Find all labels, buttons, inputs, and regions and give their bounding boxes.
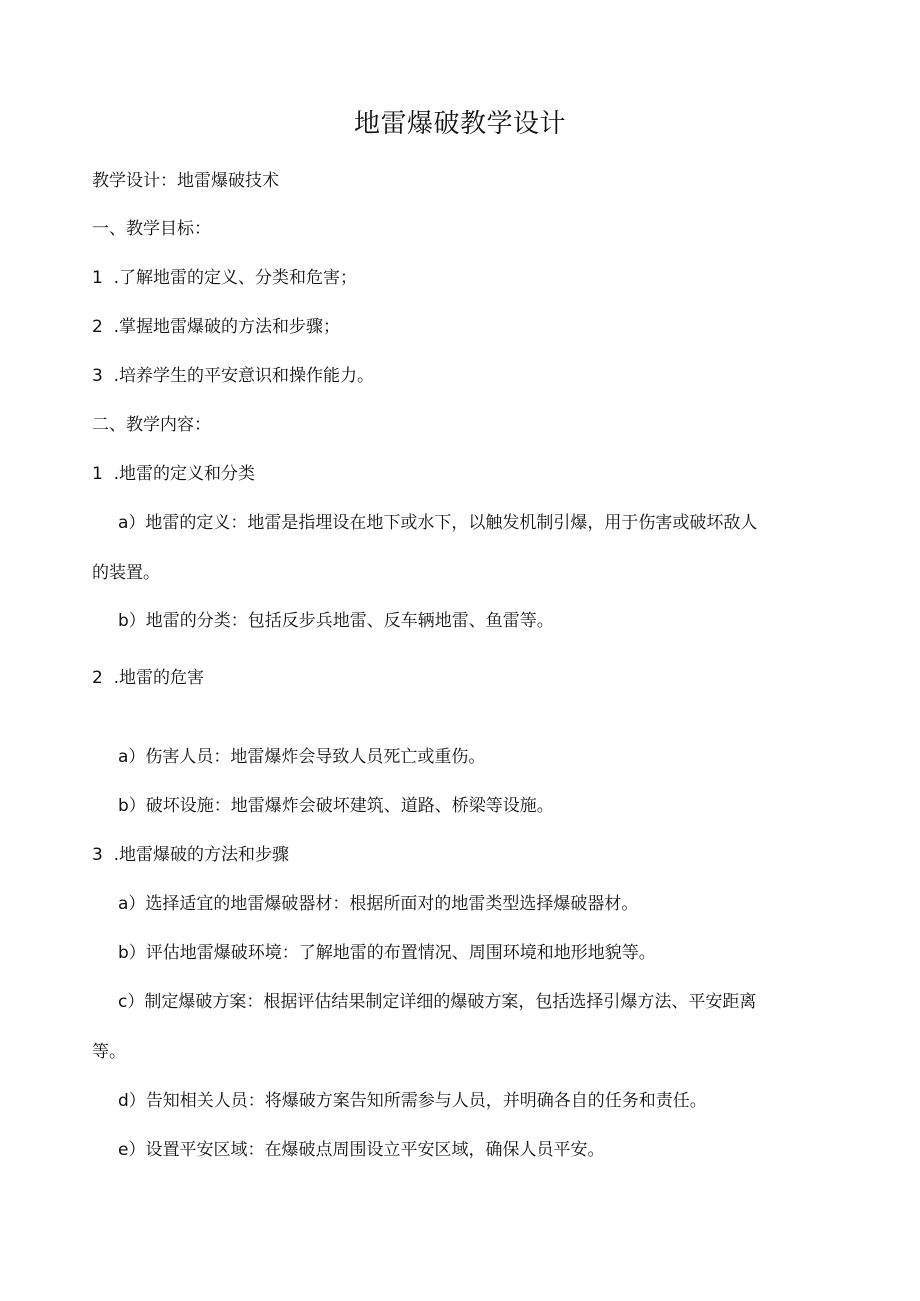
content-paragraph: c）制定爆破方案：根据评估结果制定详细的爆破方案，包括选择引爆方法、平安距离 <box>118 992 757 1012</box>
content-heading: 3 .地雷爆破的方法和步骤 <box>92 845 290 865</box>
section-heading: 二、教学内容： <box>92 415 211 435</box>
content-paragraph: b）破坏设施：地雷爆炸会破坏建筑、道路、桥梁等设施。 <box>118 796 554 816</box>
objective-item: 1 .了解地雷的定义、分类和危害； <box>92 268 358 288</box>
content-paragraph-continued: 的装置。 <box>92 563 160 583</box>
content-paragraph: a）选择适宜的地雷爆破器材：根据所面对的地雷类型选择爆破器材。 <box>118 894 639 914</box>
objective-item: 3 .培养学生的平安意识和操作能力。 <box>92 366 375 386</box>
content-heading: 2 .地雷的危害 <box>92 668 205 688</box>
section-heading: 一、教学目标： <box>92 219 211 239</box>
content-heading: 1 .地雷的定义和分类 <box>92 464 256 484</box>
content-paragraph: e）设置平安区域：在爆破点周围设立平安区域，确保人员平安。 <box>118 1140 605 1160</box>
content-paragraph: b）评估地雷爆破环境：了解地雷的布置情况、周围环境和地形地貌等。 <box>118 943 656 963</box>
document-title: 地雷爆破教学设计 <box>353 109 566 139</box>
content-paragraph-continued: 等。 <box>92 1042 126 1062</box>
document-subtitle: 教学设计：地雷爆破技术 <box>92 171 279 191</box>
objective-item: 2 .掌握地雷爆破的方法和步骤； <box>92 317 341 337</box>
content-paragraph: b）地雷的分类：包括反步兵地雷、反车辆地雷、鱼雷等。 <box>118 611 554 631</box>
content-paragraph: d）告知相关人员：将爆破方案告知所需参与人员，并明确各自的任务和责任。 <box>118 1091 707 1111</box>
content-paragraph: a）地雷的定义：地雷是指埋设在地下或水下，以触发机制引爆，用于伤害或破坏敌人 <box>118 513 758 533</box>
content-paragraph: a）伤害人员：地雷爆炸会导致人员死亡或重伤。 <box>118 747 486 767</box>
